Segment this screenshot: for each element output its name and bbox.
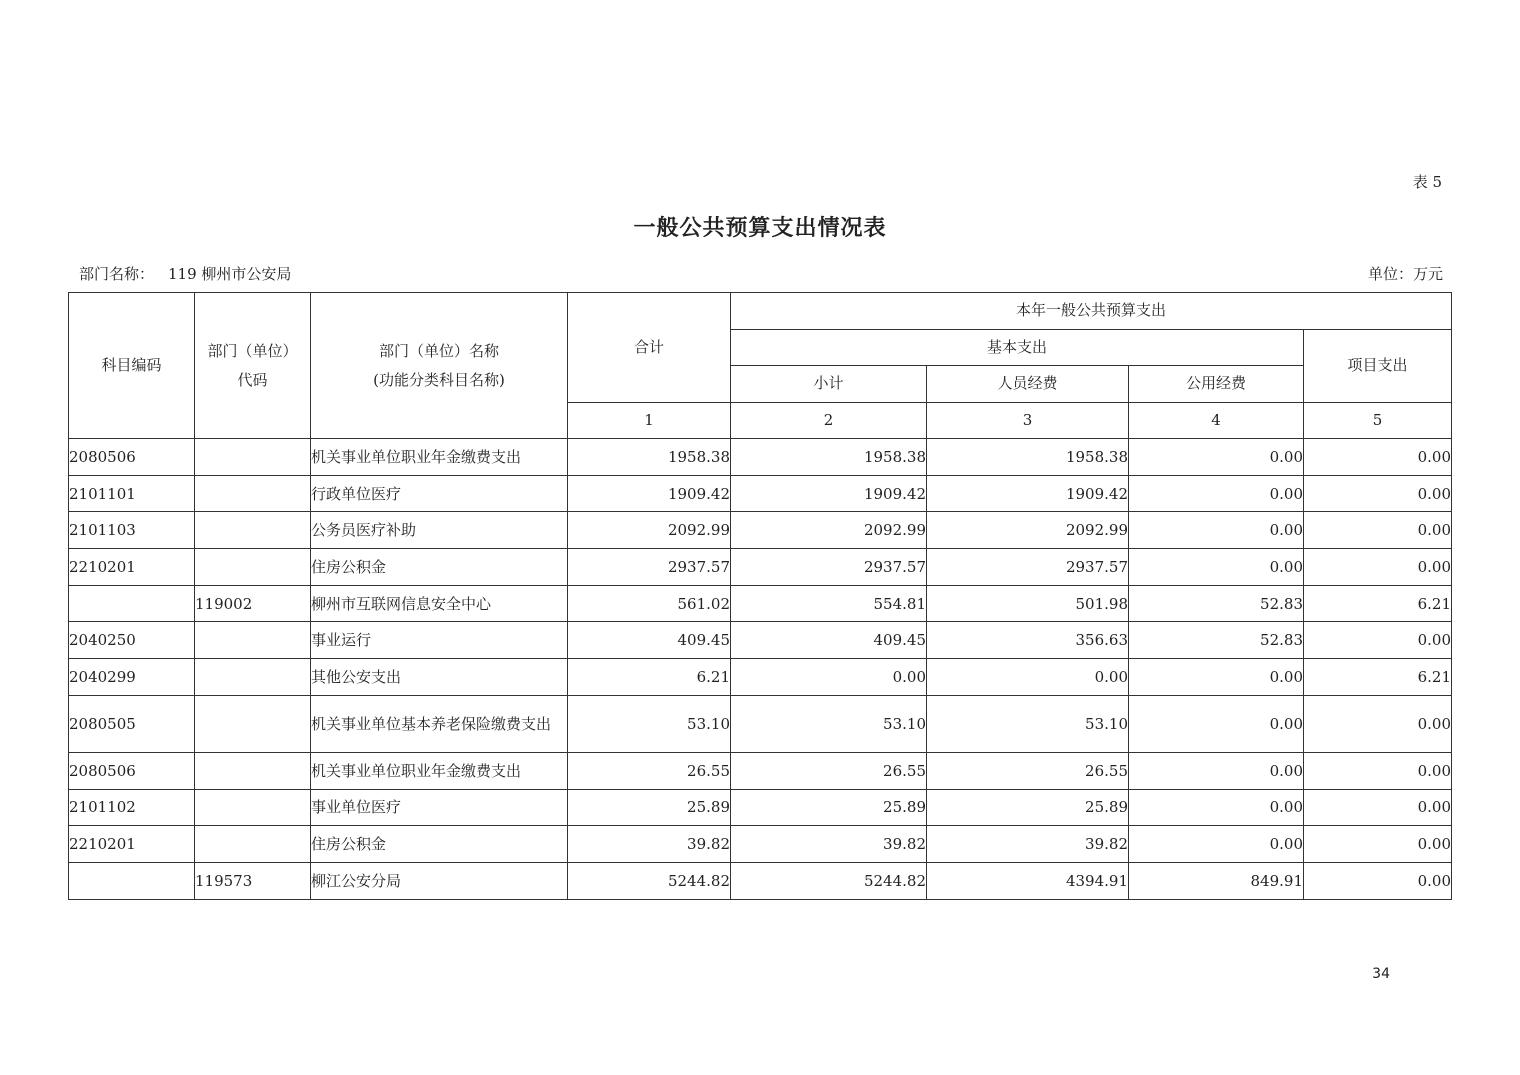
cell-dept-code (195, 752, 311, 789)
cell-subtotal: 39.82 (731, 826, 927, 863)
cell-subject-code: 2040299 (69, 659, 195, 696)
cell-name: 住房公积金 (311, 826, 568, 863)
cell-name: 机关事业单位职业年金缴费支出 (311, 439, 568, 476)
cell-project: 0.00 (1304, 512, 1452, 549)
col-header-dept-name-line2: (功能分类科目名称) (373, 370, 505, 389)
table-row (69, 695, 1452, 752)
cell-name: 行政单位医疗 (311, 475, 568, 512)
table-row (69, 752, 1452, 789)
cell-subtotal: 5244.82 (731, 862, 927, 899)
cell-personnel: 53.10 (927, 695, 1129, 752)
col-header-group-this-year: 本年一般公共预算支出 (731, 293, 1452, 330)
cell-dept-code (195, 439, 311, 476)
cell-total: 25.89 (568, 789, 731, 826)
cell-total: 561.02 (568, 585, 731, 622)
cell-subtotal: 2937.57 (731, 549, 927, 586)
cell-dept-code (195, 475, 311, 512)
table-row (69, 659, 1452, 696)
col-header-group-basic: 基本支出 (731, 329, 1304, 366)
col-index-2: 2 (731, 402, 927, 439)
cell-project: 6.21 (1304, 659, 1452, 696)
cell-public: 0.00 (1129, 752, 1304, 789)
col-index-5: 5 (1304, 402, 1452, 439)
cell-personnel: 1909.42 (927, 475, 1129, 512)
cell-personnel: 26.55 (927, 752, 1129, 789)
table-row (69, 439, 1452, 476)
cell-subject-code (69, 862, 195, 899)
cell-subtotal: 1909.42 (731, 475, 927, 512)
cell-dept-code: 119002 (195, 585, 311, 622)
cell-subject-code: 2101101 (69, 475, 195, 512)
cell-public: 0.00 (1129, 789, 1304, 826)
col-header-dept-name-line1: 部门（单位）名称 (378, 341, 499, 360)
table-row (69, 585, 1452, 622)
page-title: 一般公共预算支出情况表 (633, 215, 887, 241)
table-row (69, 512, 1452, 549)
cell-public: 0.00 (1129, 659, 1304, 696)
col-index-4: 4 (1129, 402, 1304, 439)
cell-personnel: 4394.91 (927, 862, 1129, 899)
cell-public: 0.00 (1129, 475, 1304, 512)
cell-personnel: 25.89 (927, 789, 1129, 826)
cell-public: 52.83 (1129, 622, 1304, 659)
cell-subtotal: 0.00 (731, 659, 927, 696)
cell-personnel: 1958.38 (927, 439, 1129, 476)
cell-public: 0.00 (1129, 512, 1304, 549)
cell-project: 0.00 (1304, 439, 1452, 476)
cell-total: 1958.38 (568, 439, 731, 476)
department-label: 部门名称： (79, 265, 155, 283)
table-header (69, 293, 1452, 439)
unit-label: 单位：万元 (1367, 265, 1443, 283)
cell-name: 机关事业单位职业年金缴费支出 (311, 752, 568, 789)
cell-subject-code: 2080506 (69, 439, 195, 476)
cell-project: 0.00 (1304, 862, 1452, 899)
cell-project: 0.00 (1304, 475, 1452, 512)
page-number: 34 (1372, 966, 1390, 982)
cell-subtotal: 26.55 (731, 752, 927, 789)
table-row (69, 475, 1452, 512)
budget-table (68, 292, 1452, 900)
cell-subject-code: 2210201 (69, 826, 195, 863)
cell-public: 849.91 (1129, 862, 1304, 899)
cell-project: 6.21 (1304, 585, 1452, 622)
cell-name: 事业运行 (311, 622, 568, 659)
col-index-1: 1 (568, 402, 731, 439)
cell-dept-code: 119573 (195, 862, 311, 899)
cell-public: 52.83 (1129, 585, 1304, 622)
cell-dept-code (195, 622, 311, 659)
cell-subject-code: 2210201 (69, 549, 195, 586)
cell-subtotal: 25.89 (731, 789, 927, 826)
col-header-public: 公用经费 (1129, 366, 1304, 403)
cell-subtotal: 554.81 (731, 585, 927, 622)
cell-total: 39.82 (568, 826, 731, 863)
cell-public: 0.00 (1129, 549, 1304, 586)
cell-dept-code (195, 549, 311, 586)
col-header-dept-name (311, 293, 568, 439)
cell-project: 0.00 (1304, 549, 1452, 586)
cell-subject-code: 2101103 (69, 512, 195, 549)
cell-total: 5244.82 (568, 862, 731, 899)
cell-name: 事业单位医疗 (311, 789, 568, 826)
table-row (69, 549, 1452, 586)
cell-name: 公务员医疗补助 (311, 512, 568, 549)
cell-project: 0.00 (1304, 695, 1452, 752)
cell-dept-code (195, 695, 311, 752)
cell-subtotal: 2092.99 (731, 512, 927, 549)
cell-name: 住房公积金 (311, 549, 568, 586)
cell-total: 53.10 (568, 695, 731, 752)
cell-personnel: 39.82 (927, 826, 1129, 863)
cell-personnel: 356.63 (927, 622, 1129, 659)
col-header-total: 合计 (568, 293, 731, 403)
cell-personnel: 2937.57 (927, 549, 1129, 586)
cell-total: 2937.57 (568, 549, 731, 586)
cell-subtotal: 53.10 (731, 695, 927, 752)
cell-subject-code: 2080505 (69, 695, 195, 752)
cell-subject-code: 2040250 (69, 622, 195, 659)
cell-total: 1909.42 (568, 475, 731, 512)
cell-dept-code (195, 512, 311, 549)
cell-total: 409.45 (568, 622, 731, 659)
col-header-personnel: 人员经费 (927, 366, 1129, 403)
cell-project: 0.00 (1304, 826, 1452, 863)
cell-dept-code (195, 659, 311, 696)
cell-subtotal: 409.45 (731, 622, 927, 659)
col-header-dept-code-line2: 代码 (237, 370, 268, 389)
col-index-3: 3 (927, 402, 1129, 439)
cell-total: 2092.99 (568, 512, 731, 549)
cell-public: 0.00 (1129, 826, 1304, 863)
col-header-subtotal: 小计 (731, 366, 927, 403)
cell-public: 0.00 (1129, 695, 1304, 752)
table-row (69, 622, 1452, 659)
cell-subject-code: 2101102 (69, 789, 195, 826)
table-body (69, 439, 1452, 900)
col-header-project: 项目支出 (1304, 329, 1452, 402)
cell-name: 柳江公安分局 (311, 862, 568, 899)
department-value: 119 柳州市公安局 (168, 265, 292, 283)
table-row (69, 826, 1452, 863)
cell-personnel: 501.98 (927, 585, 1129, 622)
cell-public: 0.00 (1129, 439, 1304, 476)
table-row (69, 789, 1452, 826)
cell-name: 机关事业单位基本养老保险缴费支出 (311, 695, 568, 752)
cell-personnel: 2092.99 (927, 512, 1129, 549)
col-header-subject-code: 科目编码 (69, 293, 195, 439)
cell-project: 0.00 (1304, 752, 1452, 789)
table-row (69, 862, 1452, 899)
cell-subject-code (69, 585, 195, 622)
cell-name: 柳州市互联网信息安全中心 (311, 585, 568, 622)
cell-project: 0.00 (1304, 789, 1452, 826)
cell-total: 26.55 (568, 752, 731, 789)
cell-project: 0.00 (1304, 622, 1452, 659)
cell-dept-code (195, 789, 311, 826)
table-number: 表 5 (1412, 173, 1442, 191)
cell-name: 其他公安支出 (311, 659, 568, 696)
cell-subject-code: 2080506 (69, 752, 195, 789)
col-header-dept-code-line1: 部门（单位） (207, 341, 298, 360)
cell-dept-code (195, 826, 311, 863)
cell-total: 6.21 (568, 659, 731, 696)
cell-subtotal: 1958.38 (731, 439, 927, 476)
col-header-dept-code (195, 293, 311, 439)
department-info (79, 263, 291, 284)
cell-personnel: 0.00 (927, 659, 1129, 696)
